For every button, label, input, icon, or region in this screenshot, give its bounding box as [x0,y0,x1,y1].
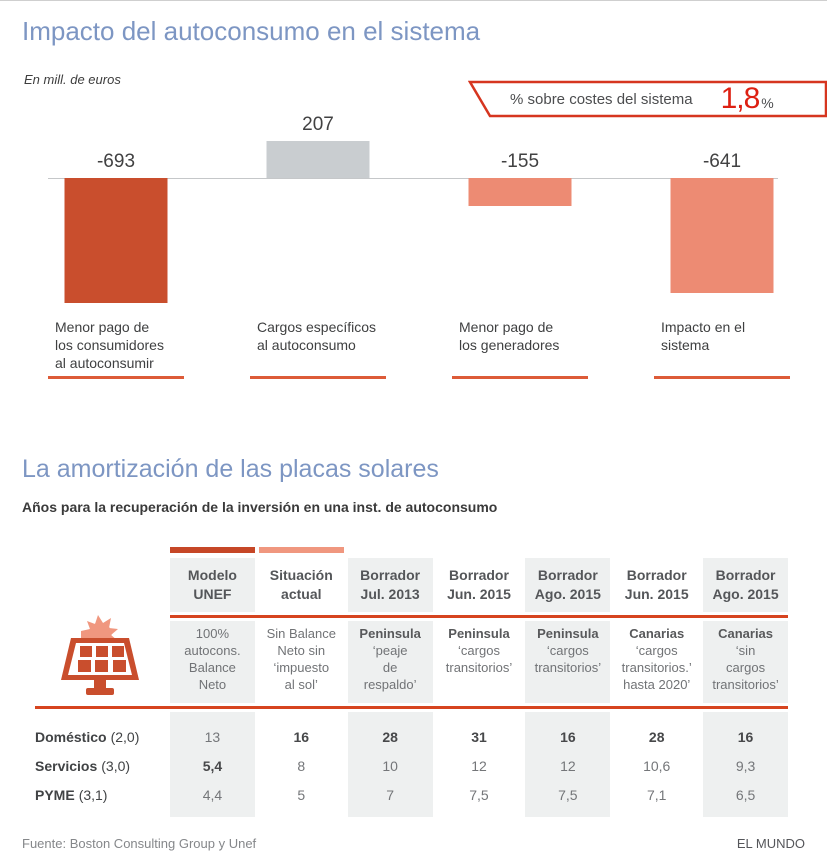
bar-value-label: -693 [96,151,136,172]
bar [469,178,572,206]
data-spacer-cell [170,809,255,817]
data-spacer-cell [35,809,166,817]
chart-units-label: En mill. de euros [24,72,121,87]
swatch-spacer-cell [35,547,166,553]
legend-swatch-row [35,547,788,553]
swatch-cell [259,547,344,553]
data-spacer-cell [348,809,433,817]
column-header: Borrador Jun. 2015 [624,567,689,602]
amortization-table [35,547,788,817]
data-spacer-cell [170,712,255,722]
swatch-cell [170,547,255,553]
data-spacer-cell [437,712,522,722]
column-subheader: Canarias ‘sin cargos transitorios’ [703,621,788,703]
bar [671,178,774,293]
value-cell: 7,5 [469,786,489,803]
column-subheader: Peninsula ‘peaje de respaldo’ [348,621,433,703]
swatch-cell [525,547,610,553]
swatch-cell [437,547,522,553]
bar-category-label: Menor pago de los generadores [459,319,560,353]
value-cell: 10,6 [643,757,671,774]
data-spacer-cell [703,712,788,722]
value-cell: 10 [348,751,433,780]
value-cell: 8 [297,757,306,774]
table-title: La amortización de las placas solares [22,455,439,483]
chart-title: Impacto del autoconsumo en el sistema [22,16,481,46]
red-rule-full [35,706,788,709]
data-spacer-cell [614,712,699,722]
table-subheader-row [35,621,788,703]
badge-percent-sign: % [761,95,774,111]
bar-value-label: -641 [702,151,742,172]
value-cell: 6,5 [703,780,788,809]
badge-label: % sobre costes del sistema [510,90,693,108]
value-cell: 7,1 [646,786,667,803]
brand-name: EL MUNDO [736,836,805,851]
value-cell: 28 [348,722,433,751]
footer [22,836,805,851]
value-cell: 31 [471,728,487,745]
column-header: Borrador Ago. 2015 [525,558,610,612]
source-label: Fuente: [22,836,67,851]
data-spacer-cell [259,712,344,722]
value-cell: 16 [525,722,610,751]
data-spacer-cell [259,809,344,817]
swatch-cell [703,547,788,553]
value-cell: 7 [348,780,433,809]
source-credit [22,836,256,851]
row-label: Servicios (3,0) [35,757,131,774]
category-underline [654,376,790,379]
value-cell: 13 [170,722,255,751]
bar-category-label: Impacto en el sistema [661,319,746,353]
table-subtitle: Años para la recuperación de la inversión en una inst. de autoconsumo [22,499,498,515]
data-spacer-cell [525,809,610,817]
column-subheader: Canarias ‘cargos transitorios.’ hasta 2020’ [621,626,692,692]
data-spacer-cell [614,809,699,817]
legend-swatch-dark [170,547,255,553]
legend-swatch-salmon [259,547,344,553]
data-spacer-cell [348,712,433,722]
solar-panel-icon [47,604,147,704]
value-cell: 12 [525,751,610,780]
column-subheader: Peninsula ‘cargos transitorios’ [445,626,513,675]
rule-row-2 [35,706,788,709]
swatch-cell [614,547,699,553]
red-rule-columns [170,615,788,618]
column-header: Borrador Jul. 2013 [348,558,433,612]
value-cell: 12 [471,757,487,774]
value-cell: 4,4 [170,780,255,809]
column-header: Situación actual [269,567,333,602]
bar-group-4 [654,100,790,390]
data-spacer-cell [35,712,166,722]
table-header-row [35,558,788,612]
bar-chart-area [0,100,827,390]
value-cell: 28 [648,728,665,745]
bar [65,178,168,303]
column-subheader: 100% autocons. Balance Neto [170,621,255,703]
bar-value-label: -155 [500,151,540,172]
bar-category-label: Cargos específicos al autoconsumo [257,319,377,353]
data-spacer-cell [525,712,610,722]
rule-row-1 [35,615,788,618]
category-underline [250,376,386,379]
swatch-cell [348,547,433,553]
bar-group-2 [250,100,386,390]
value-cell: 5 [297,786,306,803]
row-label: Doméstico (2,0) [35,728,140,745]
value-cell: 5,4 [170,751,255,780]
source-value: Boston Consulting Group y Unef [69,836,257,851]
category-underline [48,376,184,379]
column-header: Borrador Ago. 2015 [703,558,788,612]
bar-group-3 [452,100,588,390]
bar-group-1 [48,100,184,390]
value-cell: 7,5 [525,780,610,809]
bar-value-label: 207 [302,114,334,135]
column-subheader: Peninsula ‘cargos transitorios’ [525,621,610,703]
category-underline [452,376,588,379]
data-spacer-cell [437,809,522,817]
value-cell: 16 [703,722,788,751]
bar-category-label: Menor pago de los consumidores al autoconsumir [55,319,164,371]
top-divider [0,0,827,1]
row-label: PYME (3,1) [35,786,108,803]
bar [267,141,370,178]
data-spacer-cell [703,809,788,817]
badge-value: 1,8 [720,82,760,115]
column-subheader: Sin Balance Neto sin ‘impuesto al sol’ [266,626,336,692]
column-header: Borrador Jun. 2015 [447,567,511,602]
value-cell: 16 [293,728,310,745]
value-cell: 9,3 [703,751,788,780]
table-data-grid [35,712,788,817]
column-header: Modelo UNEF [170,558,255,612]
